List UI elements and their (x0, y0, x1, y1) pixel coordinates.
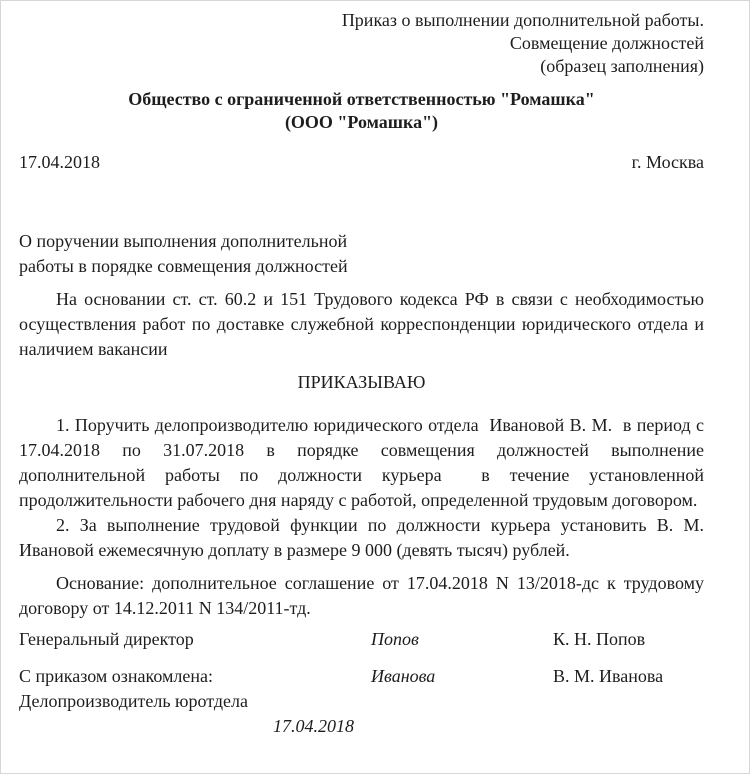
header-line-3: (образец заполнения) (540, 56, 704, 76)
order-items (19, 413, 704, 563)
director-signature: Попов (371, 629, 419, 649)
acknowledgement-date: 17.04.2018 (273, 716, 354, 736)
director-title: Генеральный директор (19, 629, 194, 649)
document-subject (19, 229, 704, 279)
order-item-2: 2. За выполнение трудовой функции по должности курьера установить В. М. Ивановой ежемесячную доплату в размере 9 000 (девять тысяч) рублей. (19, 515, 704, 560)
document-date: 17.04.2018 (19, 152, 100, 172)
employee-signature: Иванова (371, 666, 436, 686)
header-line-1: Приказ о выполнении дополнительной работы. (341, 10, 704, 30)
signature-row-director (19, 627, 704, 652)
basis-paragraph: Основание: дополнительное соглашение от 17.04.2018 N 13/2018-дс к трудовому договору от 14.12.2011 N 134/2011-тд. (19, 573, 704, 618)
company-name-block (19, 88, 704, 134)
employee-position: Делопроизводитель юротдела (19, 691, 248, 711)
director-name: К. Н. Попов (553, 629, 646, 649)
company-name-short: (ООО "Ромашка") (284, 112, 439, 132)
employee-name: В. М. Иванова (553, 666, 664, 686)
order-item-1: 1. Поручить делопроизводителю юридического отдела Ивановой В. М. в период с 17.04.2018 по 31.07.2018 в порядке совмещения должностей выполнение дополнительной работы по должности курьера в течение установленной продолжительности рабочего дня наряду с работой, определенной трудовым договором. (19, 415, 704, 510)
company-name-full: Общество с ограниченной ответственностью "Ромашка" (128, 89, 595, 109)
order-word: ПРИКАЗЫВАЮ (297, 372, 426, 392)
subject-line-2: работы в порядке совмещения должностей (19, 256, 348, 276)
signature-row-acknowledged (19, 664, 704, 689)
acknowledged-label: С приказом ознакомлена: (19, 666, 213, 686)
document-type-header (19, 9, 704, 78)
document-city: г. Москва (631, 152, 704, 172)
subject-line-1: О поручении выполнения дополнительной (19, 231, 348, 251)
preamble-paragraph: На основании ст. ст. 60.2 и 151 Трудового кодекса РФ в связи с необходимостью осуществления работ по доставке служебной корреспонденции юридического отдела и наличием вакансии (19, 289, 704, 359)
date-city-row (19, 150, 704, 175)
header-line-2: Совмещение должностей (509, 33, 704, 53)
